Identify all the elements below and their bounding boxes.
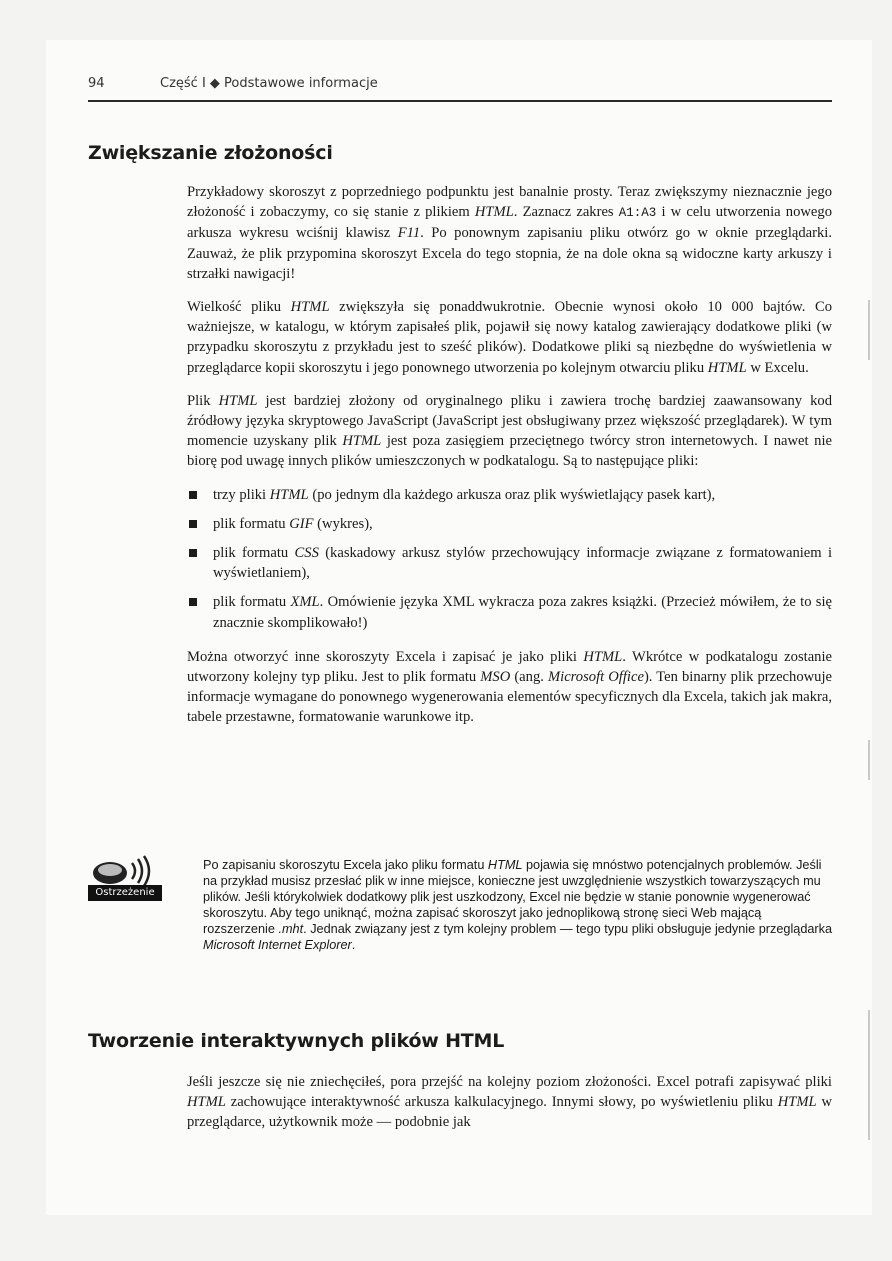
bullet-icon — [189, 491, 197, 499]
bullet-icon — [189, 549, 197, 557]
paragraph: Jeśli jeszcze się nie zniechęciłeś, pora przejść na kolejny poziom złożoności. Excel potrafi zapisywać pliki HTML zachowujące interaktywność arkusza kalkulacyjnego. Innymi słowy, po wyświetleniu pliku HTML w przeglądarce, użytkownik może — podobnie jak — [187, 1074, 832, 1131]
list-item: trzy pliki HTML (po jednym dla każdego arkusza oraz plik wyświetlający pasek kart), — [187, 485, 832, 505]
bullet-icon — [189, 598, 197, 606]
running-header — [88, 76, 832, 102]
bullet-icon — [189, 520, 197, 528]
warning-icon — [88, 855, 166, 905]
paragraph: Przykładowy skoroszyt z poprzedniego podpunktu jest banalnie prosty. Teraz zwiększymy nieznacznie jego złożoność i zobaczymy, co się stanie z plikiem HTML. Zaznacz zakres A1:A3 i w celu utworzenia nowego arkusza wykresu wciśnij klawisz F11. Po ponownym zapisaniu pliku otwórz go w oknie przeglądarki. Zauważ, że plik przypomina skoroszyt Excela do tego stopnia, że na dole okna są widoczne karty arkuszy i strzałki nawigacji! — [187, 184, 832, 282]
warning-label: Ostrzeżenie — [88, 885, 162, 901]
section-heading: Zwiększanie złożoności — [88, 142, 333, 164]
scan-edge-mark — [868, 300, 870, 360]
section-body — [187, 1072, 832, 1146]
paragraph: Można otworzyć inne skoroszyty Excela i zapisać je jako pliki HTML. Wkrótce w podkatalogu zostanie utworzony kolejny typ pliku. Jest to plik formatu MSO (ang. Microsoft Office). Ten binarny plik przechowuje informacje wymagane do ponownego wygenerowania elementów specyficznych dla Excela, takich jak makra, tabele przestawne, formatowanie warunkowe itp. — [187, 648, 832, 726]
paragraph: Plik HTML jest bardziej złożony od oryginalnego pliku i zawiera trochę bardziej zaawansowany kod źródłowy języka skryptowego JavaScript (JavaScript jest obsługiwany przez większość przeglądarek). W tym momencie uzyskany plik HTML jest poza zasięgiem przeciętnego twórcy stron internetowych. I nawet nie biorę pod uwagę innych plików umieszczonych w podkatalogu. Są to następujące pliki: — [187, 392, 833, 470]
warning-note — [203, 857, 833, 953]
section-body — [187, 182, 832, 741]
section-heading: Tworzenie interaktywnych plików HTML — [88, 1030, 505, 1052]
scan-edge-mark — [868, 740, 870, 780]
file-list — [187, 485, 832, 633]
chapter-breadcrumb: Część I ◆ Podstawowe informacje — [160, 76, 378, 91]
paragraph: Wielkość pliku HTML zwiększyła się ponaddwukrotnie. Obecnie wynosi około 10 000 bajtów. Co ważniejsze, w katalogu, w którym zapisałeś plik, pojawił się nowy katalog zawierający dodatkowe pliki (w przypadku skoroszytu z przykładu jest to sześć plików). Dodatkowe pliki są niezbędne do wyświetlenia w przeglądarce kopii skoroszytu i jego ponownego utworzenia po kolejnym otwarciu pliku HTML w Excelu. — [187, 299, 832, 376]
list-item: plik formatu XML. Omówienie języka XML wykracza poza zakres książki. (Przecież mówiłem, że to się znacznie skomplikowało!) — [187, 592, 832, 632]
list-item: plik formatu CSS (kaskadowy arkusz stylów przechowujący informacje związane z formatowaniem i wyświetlaniem), — [187, 543, 832, 583]
warning-paragraph: Po zapisaniu skoroszytu Excela jako pliku formatu HTML pojawia się mnóstwo potencjalnych problemów. Jeśli na przykład musisz przesłać plik w inne miejsce, konieczne jest uwzględnienie wszystkich towarzyszących mu plików. Jeśli którykolwiek dodatkowy plik jest uszkodzony, Excel nie będzie w stanie ponownie wygenerować skoroszytu. Aby tego uniknąć, można zapisać skoroszyt jako jednoplikową stronę sieci Web mającą rozszerzenie .mht. Jednak związany jest z tym kolejny problem — tego typu pliki obsługuje jedynie przeglądarka Microsoft Internet Explorer. — [203, 858, 833, 952]
list-item: plik formatu GIF (wykres), — [187, 514, 832, 534]
siren-icon — [88, 855, 166, 887]
page-number: 94 — [88, 76, 105, 91]
scan-edge-mark — [868, 1010, 870, 1140]
